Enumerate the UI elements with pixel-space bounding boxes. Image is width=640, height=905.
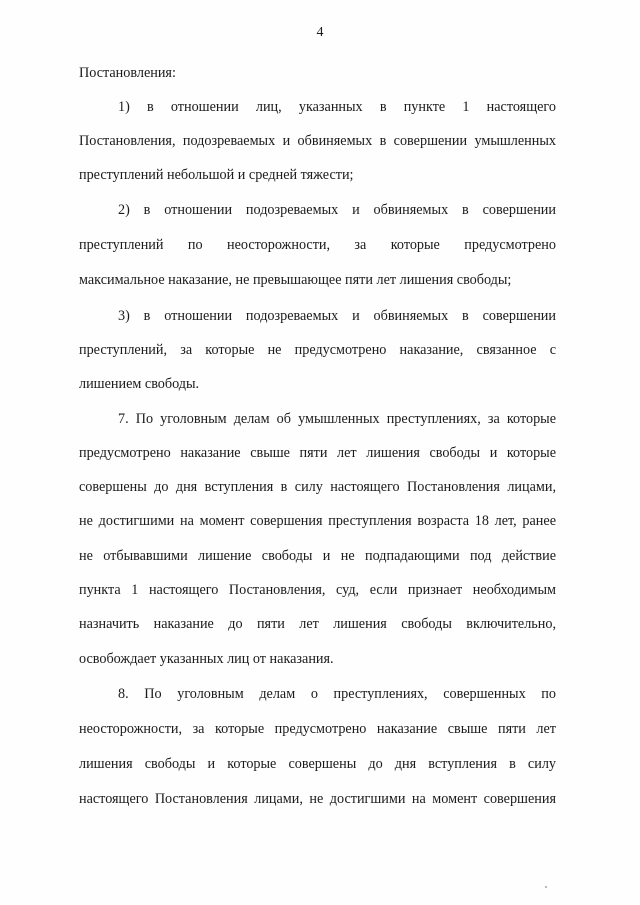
text-line: не отбывавшими лишение свободы и не подпадающими под действие: [79, 548, 556, 564]
text-line: лишением свободы.: [79, 376, 200, 392]
text-line: неосторожности, за которые предусмотрено наказание свыше пяти лет: [79, 721, 556, 737]
text-line: 8. По уголовным делам о преступлениях, совершенных по: [118, 686, 556, 702]
text-line: 7. По уголовным делам об умышленных преступлениях, за которые: [118, 411, 556, 427]
text-line: преступлений небольшой и средней тяжести;: [79, 167, 354, 183]
page-number: 4: [316, 25, 324, 40]
text-line: совершены до дня вступления в силу настоящего Постановления лицами,: [79, 479, 556, 495]
text-line: преступлений, за которые не предусмотрено наказание, связанное с: [79, 342, 556, 358]
text-line: Постановления:: [79, 65, 176, 81]
text-line: Постановления, подозреваемых и обвиняемых в совершении умышленных: [79, 133, 556, 149]
text-line: назначить наказание до пяти лет лишения свободы включительно,: [79, 616, 556, 632]
scan-speck: [545, 886, 547, 888]
text-line: пункта 1 настоящего Постановления, суд, если признает необходимым: [79, 582, 556, 598]
text-line: максимальное наказание, не превышающее пяти лет лишения свободы;: [79, 272, 512, 288]
text-line: 3) в отношении подозреваемых и обвиняемых в совершении: [118, 308, 556, 324]
text-line: освобождает указанных лиц от наказания.: [79, 651, 334, 667]
text-line: 1) в отношении лиц, указанных в пункте 1 настоящего: [118, 99, 556, 115]
text-line: 2) в отношении подозреваемых и обвиняемых в совершении: [118, 202, 556, 218]
text-line: лишения свободы и которые совершены до дня вступления в силу: [79, 756, 556, 772]
text-line: преступлений по неосторожности, за которые предусмотрено: [79, 237, 556, 253]
text-line: не достигшими на момент совершения преступления возраста 18 лет, ранее: [79, 513, 556, 529]
text-line: настоящего Постановления лицами, не достигшими на момент совершения: [79, 791, 556, 807]
text-line: предусмотрено наказание свыше пяти лет лишения свободы и которые: [79, 445, 556, 461]
